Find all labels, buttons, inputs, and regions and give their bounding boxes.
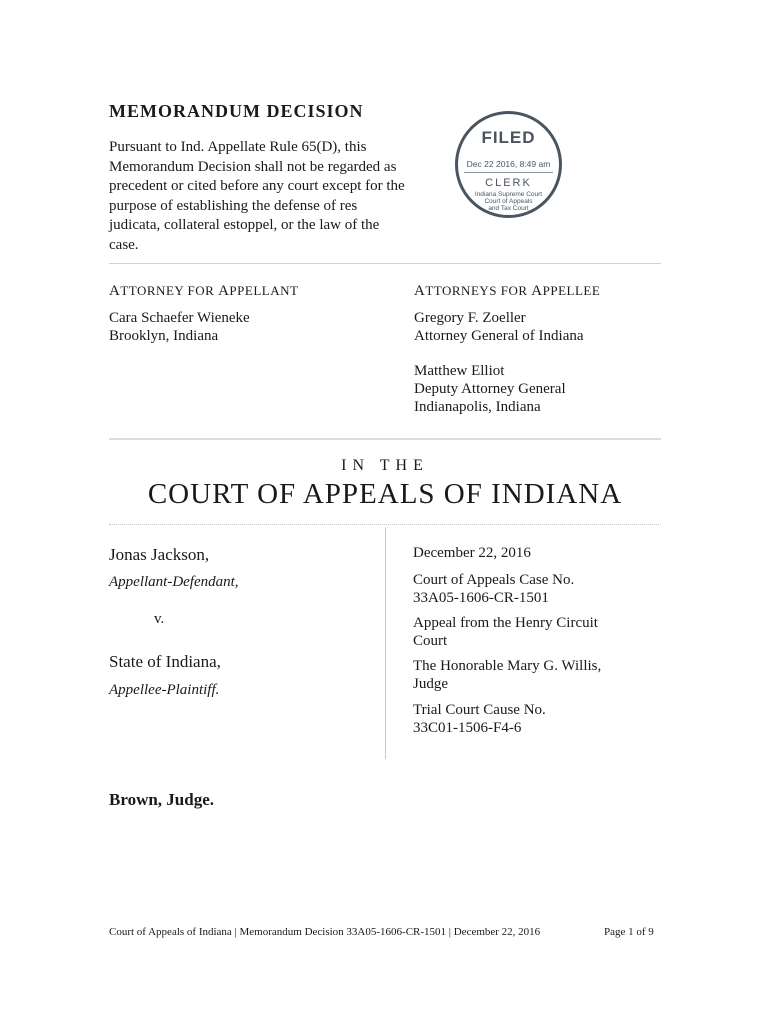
case-number-label: Court of Appeals Case No. — [413, 572, 575, 588]
appeal-from: Appeal from the Henry Circuit Court — [413, 615, 598, 649]
footer-citation: Court of Appeals of Indiana | Memorandum Decision 33A05-1606-CR-1501 | December 22, 2016 — [109, 926, 541, 938]
attorneys-divider — [109, 438, 661, 440]
stamp-clerk: CLERK — [485, 177, 532, 189]
appellant-attorney-block — [109, 309, 250, 345]
appellee-attorneys-heading: ATTORNEYS FOR APPELLEE — [414, 283, 601, 299]
appellee-attorney-2 — [414, 362, 566, 416]
appellant-role: Appellant-Defendant, — [109, 574, 239, 590]
appellee-attorney-1-name: Gregory F. Zoeller — [414, 310, 526, 326]
case-number-block — [413, 571, 663, 607]
header-divider — [109, 263, 661, 264]
stamp-line-3: and Tax Court — [488, 205, 529, 212]
appellee-attorney-1-title: Attorney General of Indiana — [414, 328, 584, 344]
appellee-role: Appellee-Plaintiff. — [109, 682, 220, 698]
trial-cause-label: Trial Court Cause No. — [413, 702, 546, 718]
decision-date: December 22, 2016 — [413, 545, 531, 561]
stamp-line-1: Indiana Supreme Court — [474, 191, 543, 198]
trial-judge: The Honorable Mary G. Willis, Judge — [413, 658, 602, 692]
stamp-filed-label: FILED — [481, 128, 536, 147]
opinion-author: Brown, Judge. — [109, 790, 215, 809]
appellant-attorney-heading: ATTORNEY FOR APPELLANT — [109, 283, 299, 299]
case-number: 33A05-1606-CR-1501 — [413, 590, 549, 606]
trial-cause-number: 33C01-1506-F4-6 — [413, 720, 522, 736]
footer-page-number: Page 1 of 9 — [604, 926, 654, 938]
stamp-date: Dec 22 2016, 8:49 am — [466, 159, 551, 169]
court-divider — [109, 524, 661, 525]
appellant-attorney-location: Brooklyn, Indiana — [109, 328, 219, 344]
appellee-attorney-1 — [414, 309, 584, 345]
versus-label: v. — [154, 611, 165, 627]
appellant-name: Jonas Jackson, — [109, 545, 210, 564]
stamp-line-2: Court of Appeals — [484, 198, 533, 205]
appellee-name: State of Indiana, — [109, 652, 221, 671]
court-title: COURT OF APPEALS OF INDIANA — [147, 478, 623, 510]
memorandum-title: MEMORANDUM DECISION — [109, 101, 364, 121]
trial-cause-block — [413, 701, 663, 737]
case-column-divider — [385, 527, 386, 759]
memorandum-notice: Pursuant to Ind. Appellate Rule 65(D), this Memorandum Decision shall not be regarded as precedent or cited before any court except for the purpose of establishing the defense of res judicata, collateral estoppel, or the law of the case. — [109, 139, 405, 253]
filed-stamp — [455, 111, 562, 218]
court-in-the: IN THE — [341, 457, 429, 474]
appellee-attorney-2-name: Matthew Elliot — [414, 363, 505, 379]
stamp-divider — [464, 172, 553, 173]
appellee-attorney-2-title: Deputy Attorney General — [414, 381, 566, 397]
appellant-attorney-name: Cara Schaefer Wieneke — [109, 310, 250, 326]
appellee-attorney-2-location: Indianapolis, Indiana — [414, 399, 541, 415]
